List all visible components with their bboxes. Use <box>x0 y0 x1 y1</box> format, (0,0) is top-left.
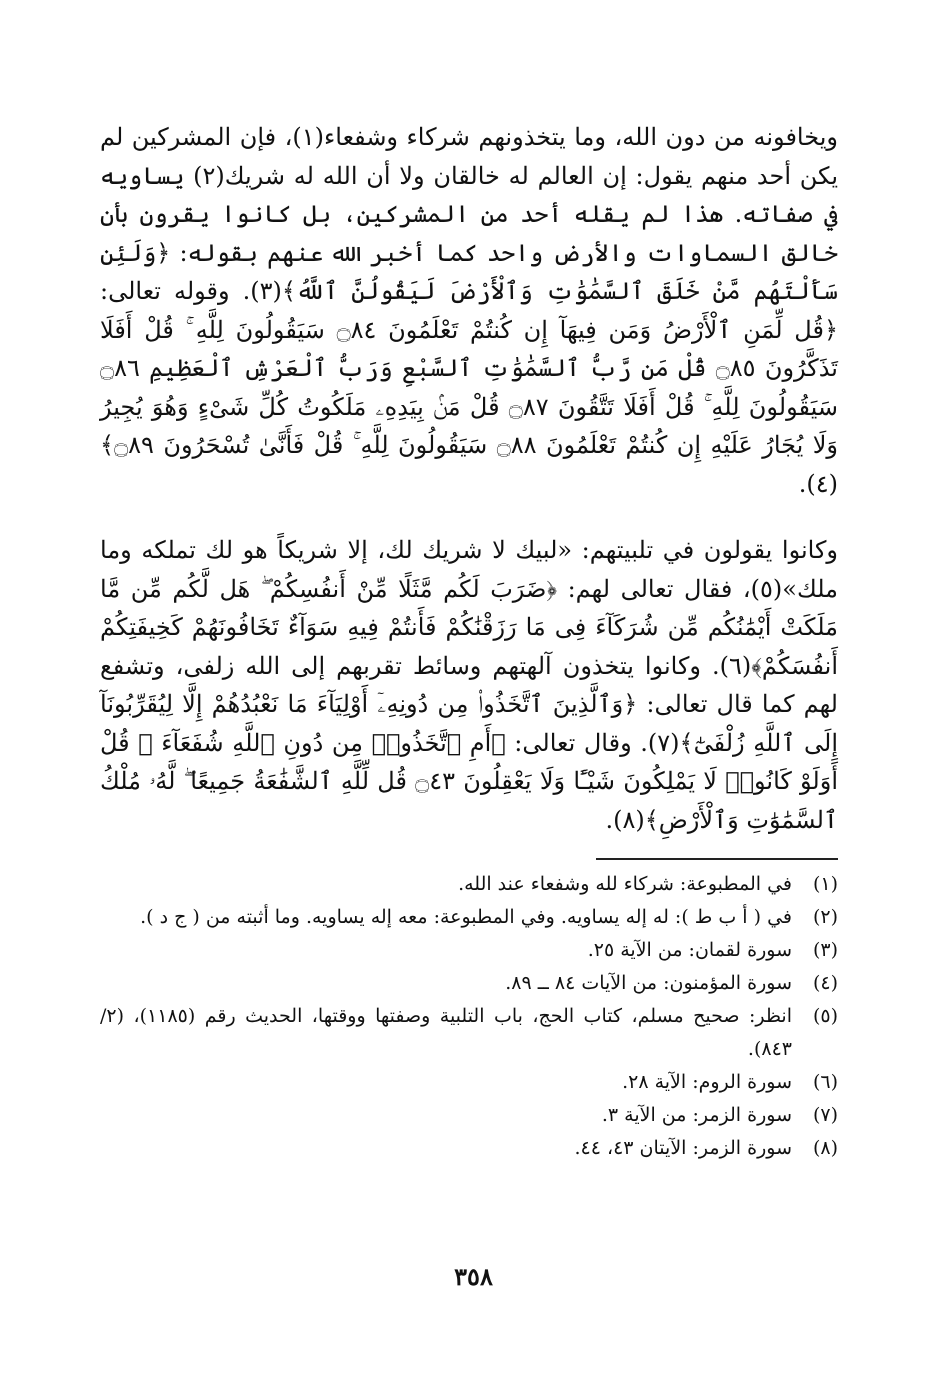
footnote-number: (٥) <box>812 1005 838 1027</box>
footnote-text: سورة لقمان: من الآية ٢٥. <box>587 939 792 961</box>
footnote-text: سورة الروم: الآية ٢٨. <box>622 1071 792 1093</box>
footnote-item <box>100 901 838 934</box>
footnote-item <box>100 1000 838 1066</box>
main-text <box>100 118 838 839</box>
footnote-text: سورة الزمر: من الآية ٣. <box>601 1104 792 1126</box>
footnote-text: سورة المؤمنون: من الآيات ٨٤ ــ ٨٩. <box>505 972 792 994</box>
footnote-number: (٣) <box>812 939 838 961</box>
footnote-text: سورة الزمر: الآيتان ٤٣، ٤٤. <box>574 1137 792 1159</box>
footnote-item <box>100 1099 838 1132</box>
page-number: ٣٥٨ <box>454 1262 493 1291</box>
footnote-number: (٢) <box>812 906 838 928</box>
footnote-number: (٦) <box>812 1071 838 1093</box>
footnote-separator <box>596 858 838 860</box>
footnote-item <box>100 1066 838 1099</box>
body-paragraph: وكانوا يقولون في تلبيتهم: «لبيك لا شريك لك، إلا شريكاً هو لك تملكه وما ملك»(٥)، فقال تعالى لهم: ﴿ضَرَبَ لَكُم مَّثَلًا مِّنْ أَنفُسِكُمْ ۖ هَل لَّكُم مِّن مَّا مَلَكَتْ أَيْمَٰنُكُم مِّن شُرَكَآءَ فِى مَا رَزَقْنَٰكُمْ فَأَنتُمْ فِيهِ سَوَآءٌ تَخَافُونَهُمْ كَخِيفَتِكُمْ أَنفُسَكُمْ﴾(٦). وكانوا يتخذون آلهتهم وسائط تقربهم إلى الله زلفى، وتشفع لهم كما قال تعالى: ﴿وَٱلَّذِينَ ٱتَّخَذُوا۟ مِن دُونِهِۦٓ أَوْلِيَآءَ مَا نَعْبُدُهُمْ إِلَّا لِيُقَرِّبُونَآ إِلَى ٱللَّهِ زُلْفَىٰٓ﴾(٧). وقال تعالى: ﴿أَمِ ٱتَّخَذُوا۟ مِن دُونِ ٱللَّهِ شُفَعَآءَ ۚ قُلْ أَوَلَوْ كَانُوا۟ لَا يَمْلِكُونَ شَيْـًٔا وَلَا يَعْقِلُونَ ۝٤٣ قُل لِّلَّهِ ٱلشَّفَٰعَةُ جَمِيعًا ۖ لَّهُۥ مُلْكُ ٱلسَّمَٰوَٰتِ وَٱلْأَرْضِ﴾(٨). <box>100 536 839 834</box>
footnote-number: (٨) <box>812 1137 838 1159</box>
footnote-number: (٧) <box>812 1104 838 1126</box>
footnote-item <box>100 967 838 1000</box>
footnote-item <box>100 868 838 901</box>
footnote-text: في ( أ ب ط ): له إله يساويه. وفي المطبوعة: معه إله يساويه. وما أثبته من ( ج د ). <box>140 906 792 928</box>
footnote-item <box>100 934 838 967</box>
footnote-number: (١) <box>812 873 838 895</box>
footnote-item <box>100 1132 838 1165</box>
footnote-number: (٤) <box>812 972 838 994</box>
body-paragraph: ويخافونه من دون الله، وما يتخذونهم شركاء وشفعاء(١)، فإن المشركين لم يكن أحد منهم يقول: إن العالم له خالقان ولا أن الله له شريك(٢) يساويه في صفاته. هذا لم يقله أحد من المشركين، بل كانوا يقرون بأن خالق السماوات والأرض واحد كما أخبر الله عنهم بقوله: ﴿وَلَئِن سَأَلْتَهُم مَّنْ خَلَقَ ٱلسَّمَٰوَٰتِ وَٱلْأَرْضَ لَيَقُولُنَّ ٱللَّهُ﴾(٣). وقوله تعالى: ﴿قُل لِّمَنِ ٱلْأَرْضُ وَمَن فِيهَآ إِن كُنتُمْ تَعْلَمُونَ ۝٨٤ سَيَقُولُونَ لِلَّهِ ۚ قُلْ أَفَلَا تَذَكَّرُونَ ۝٨٥ قُلْ مَن رَّبُّ ٱلسَّمَٰوَٰتِ ٱلسَّبْعِ وَرَبُّ ٱلْعَرْشِ ٱلْعَظِيمِ ۝٨٦ سَيَقُولُونَ لِلَّهِ ۚ قُلْ أَفَلَا تَتَّقُونَ ۝٨٧ قُلْ مَنۢ بِيَدِهِۦ مَلَكُوتُ كُلِّ شَىْءٍ وَهُوَ يُجِيرُ وَلَا يُجَارُ عَلَيْهِ إِن كُنتُمْ تَعْلَمُونَ ۝٨٨ سَيَقُولُونَ لِلَّهِ ۚ قُلْ فَأَنَّىٰ تُسْحَرُونَ ۝٨٩﴾(٤). <box>100 123 839 498</box>
footnote-text: انظر: صحيح مسلم، كتاب الحج، باب التلبية وصفتها ووقتها، الحديث رقم (١١٨٥)، (٢/ ٨٤٣). <box>100 1005 792 1060</box>
footnote-text: في المطبوعة: شركاء لله وشفعاء عند الله. <box>458 873 792 895</box>
footnotes-list <box>100 868 838 1165</box>
